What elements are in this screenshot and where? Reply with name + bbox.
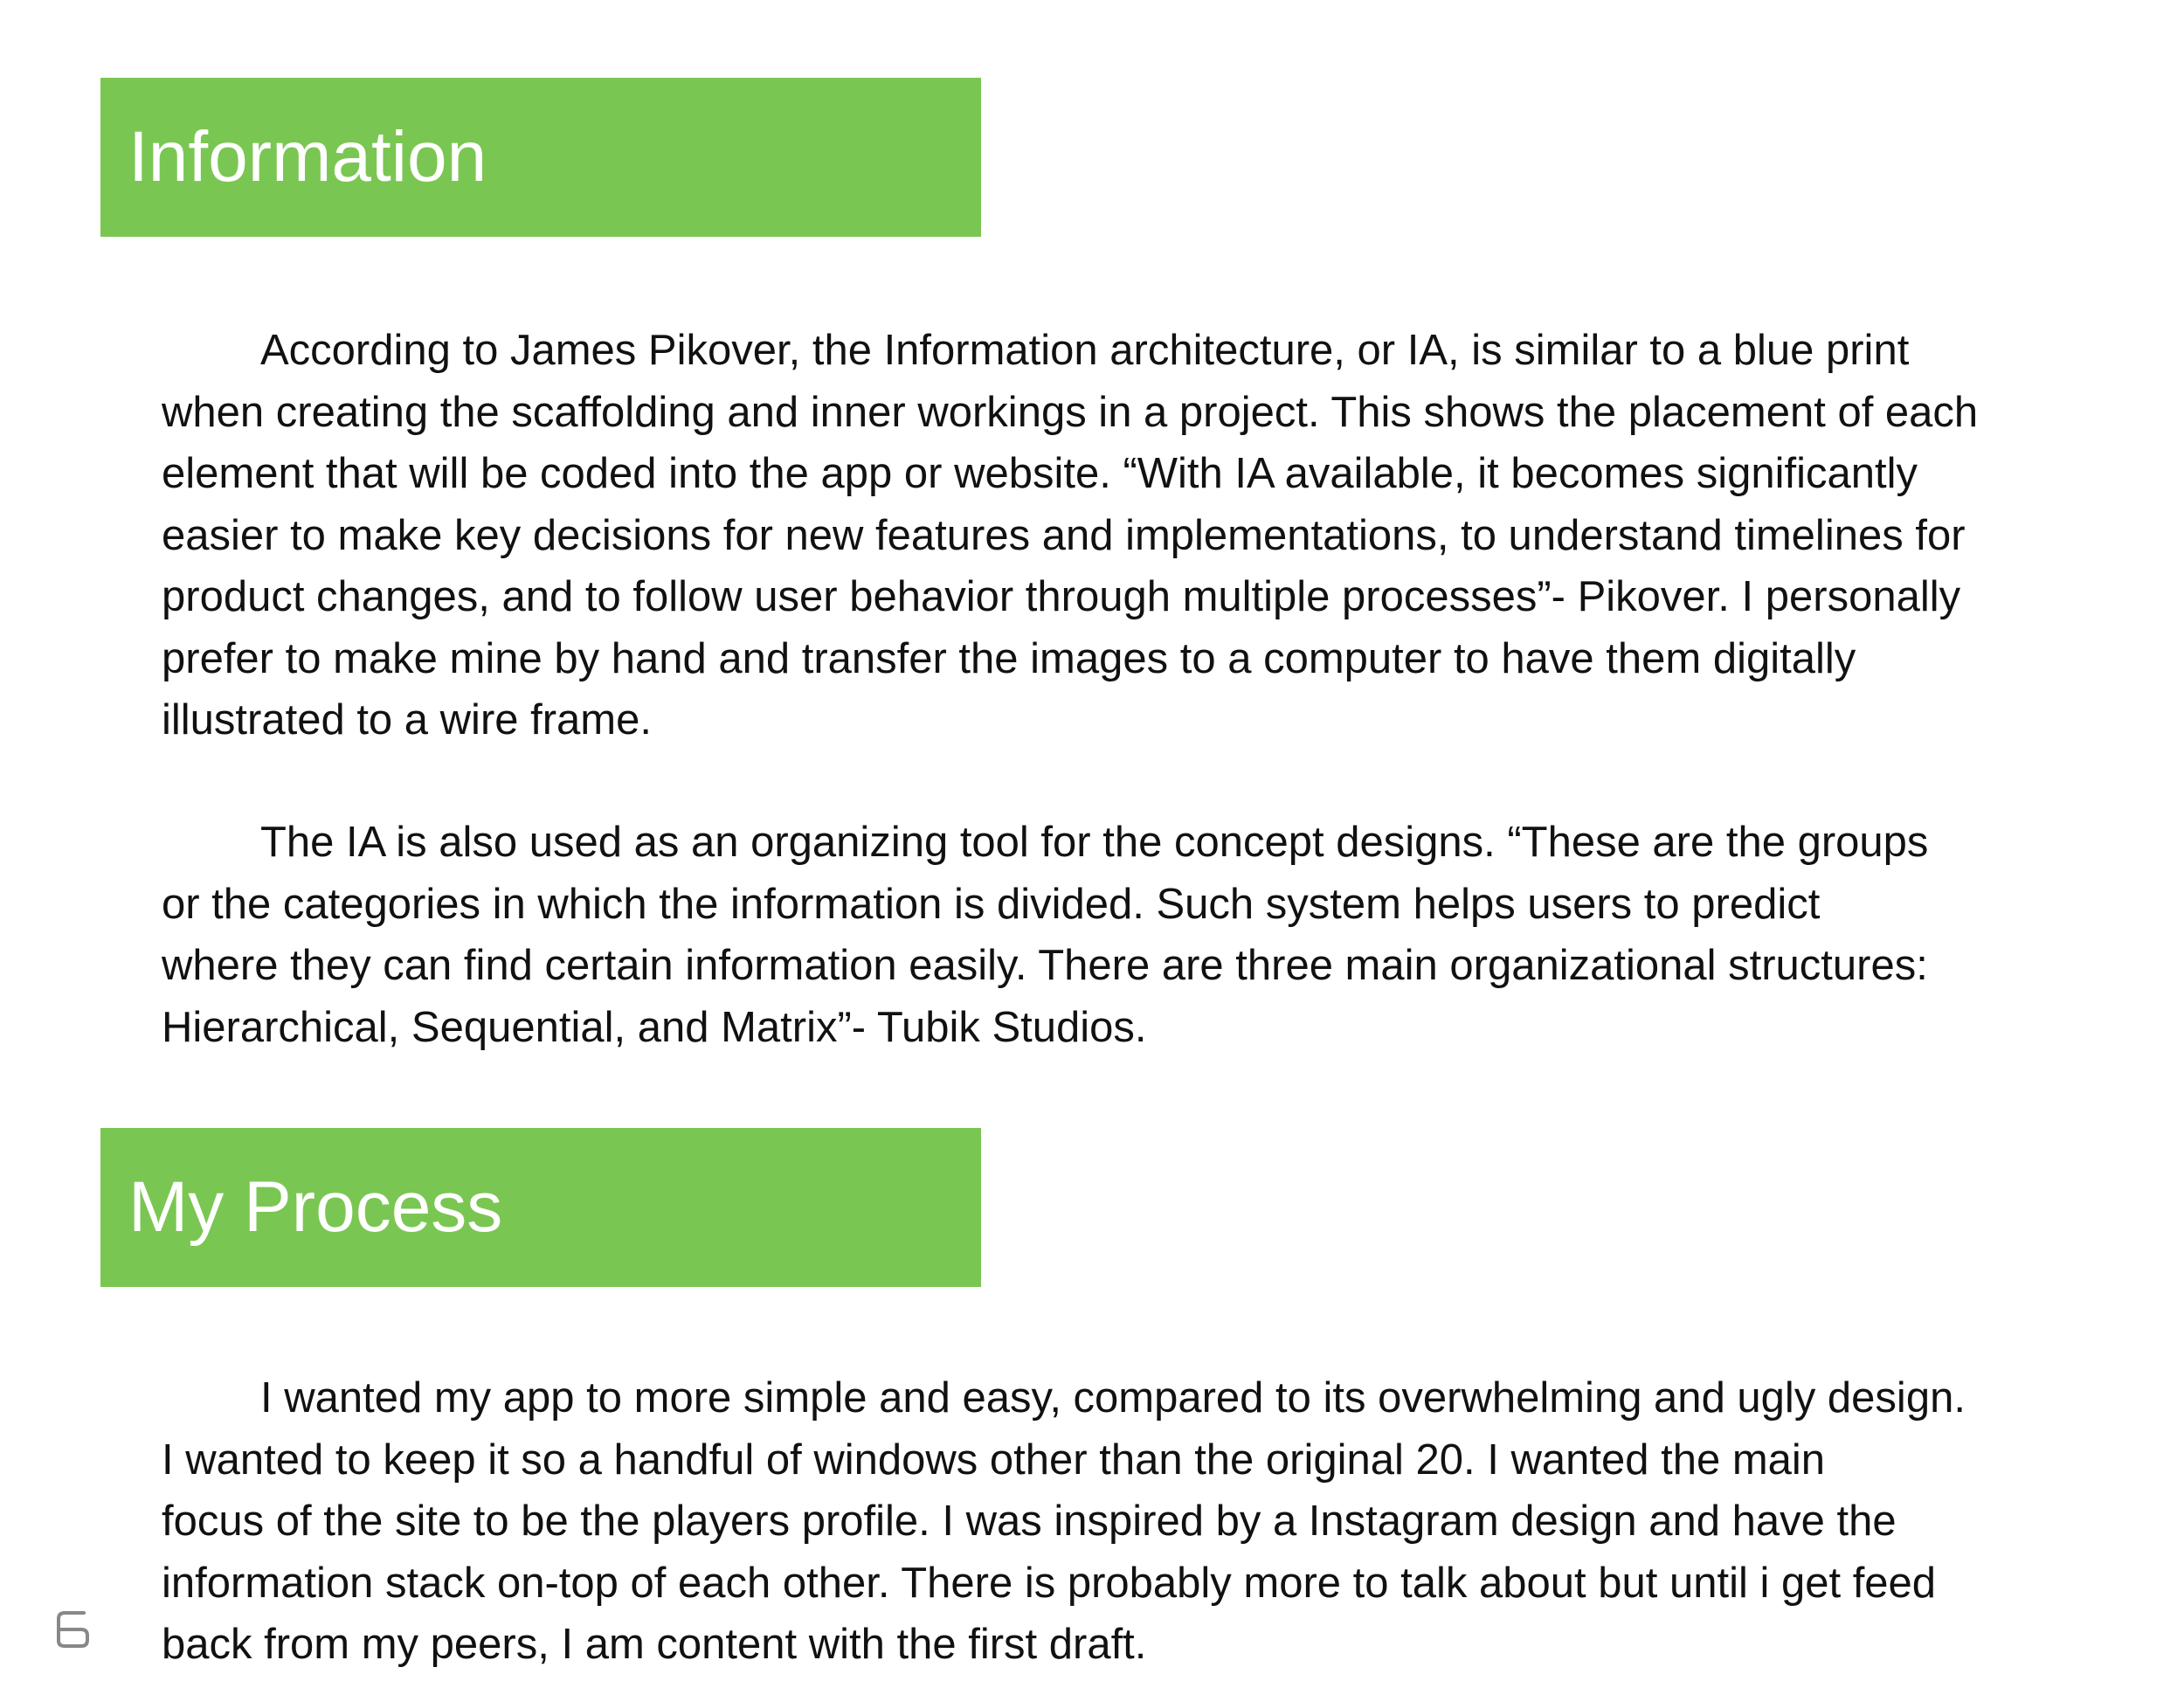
page-number	[54, 1609, 91, 1650]
page-number-glyph	[59, 1613, 87, 1646]
section-banner-information	[100, 78, 981, 237]
paragraph-text: The IA is also used as an organizing tool for the concept designs. “These are the groups or the categories in which the information is divided. Such system helps users to predict where they can find certain information easily. There are three main organizational structures: Hierarchical, Sequential, and Matrix”- Tubik Studios.	[162, 819, 1929, 1051]
section-heading: My Process	[128, 1167, 503, 1247]
section-banner-my-process	[100, 1128, 981, 1287]
body-paragraph	[162, 320, 2084, 751]
body-paragraph	[162, 1367, 2084, 1676]
paragraph-text: I wanted my app to more simple and easy, compared to its overwhelming and ugly design. I wanted to keep it so a handful of windows other than the original 20. I wanted the main focus of the site to be the players profile. I was inspired by a Instagram design and have the information stack on-top of each other. There is probably more to talk about but until i get feed back from my peers, I am content with the first draft.	[162, 1374, 1966, 1668]
section-heading: Information	[128, 117, 487, 197]
paragraph-text: According to James Pikover, the Information architecture, or IA, is similar to a blue print when creating the scaffolding and inner workings in a project. This shows the placement of each element that will be coded into the app or website. “With IA available, it becomes significantly easier to make key decisions for new features and implementations, to understand timelines for product changes, and to follow user behavior through multiple processes”- Pikover. I personally prefer to make mine by hand and transfer the images to a computer to have them digitally illustrated to a wire frame.	[162, 327, 1979, 744]
body-paragraph	[162, 812, 2084, 1058]
